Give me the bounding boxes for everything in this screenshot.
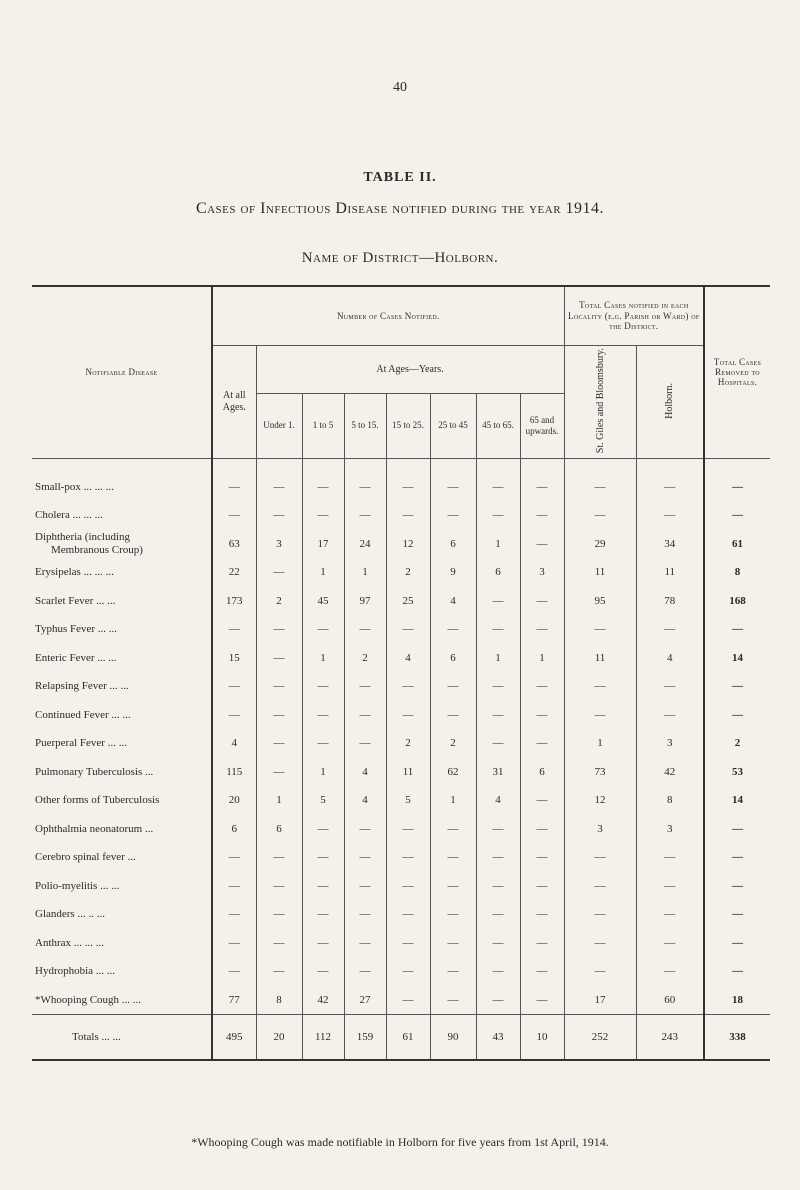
- table-cell: 8: [704, 558, 770, 587]
- table-row: [32, 843, 770, 872]
- table-cell: —: [344, 872, 386, 901]
- table-cell: 252: [564, 1015, 636, 1061]
- table-cell: —: [430, 843, 476, 872]
- table-cell: 173: [212, 587, 256, 616]
- page-number: 40: [393, 80, 407, 95]
- table-cell: —: [430, 701, 476, 730]
- table-cell: —: [636, 843, 704, 872]
- disease-name: Glanders ... .. ...: [35, 908, 105, 921]
- table-cell: —: [636, 501, 704, 530]
- table-cell: —: [520, 729, 564, 758]
- table-cell: —: [430, 986, 476, 1015]
- table-cell: 14: [704, 786, 770, 815]
- table-cell: —: [344, 843, 386, 872]
- table-cell: —: [302, 929, 344, 958]
- table-cell: —: [520, 473, 564, 502]
- table-cell: —: [302, 843, 344, 872]
- table-cell: —: [704, 473, 770, 502]
- totals-label: Totals ... ...: [32, 1015, 212, 1061]
- table-cell: —: [386, 843, 430, 872]
- header-age-group: 15 to 25.: [386, 393, 430, 458]
- table-cell: —: [386, 900, 430, 929]
- table-cell: 42: [302, 986, 344, 1015]
- table-cell: —: [302, 900, 344, 929]
- table-cell: —: [256, 957, 302, 986]
- table-cell: 61: [704, 530, 770, 559]
- table-cell: —: [256, 672, 302, 701]
- table-cell: —: [704, 872, 770, 901]
- table-cell: 4: [636, 644, 704, 673]
- table-cell: 18: [704, 986, 770, 1015]
- table-cell: —: [520, 900, 564, 929]
- district-name: Name of District—Holborn.: [301, 250, 499, 266]
- table-row: [32, 615, 770, 644]
- table-cell: —: [302, 729, 344, 758]
- table-cell: 20: [212, 786, 256, 815]
- table-cell: 45: [302, 587, 344, 616]
- table-subtitle: Cases of Infectious Disease notified during the year 1914.: [195, 200, 605, 217]
- table-cell: —: [302, 701, 344, 730]
- table-row: [32, 644, 770, 673]
- table-row: [32, 957, 770, 986]
- disease-name: Ophthalmia neonatorum ...: [35, 822, 154, 835]
- table-cell: —: [704, 672, 770, 701]
- table-cell: —: [386, 615, 430, 644]
- table-cell: —: [344, 957, 386, 986]
- table-cell: 3: [520, 558, 564, 587]
- totals-row: [32, 1015, 770, 1061]
- table-cell: 42: [636, 758, 704, 787]
- table-row: [32, 501, 770, 530]
- table-cell: 62: [430, 758, 476, 787]
- table-cell: 31: [476, 758, 520, 787]
- table-cell: —: [302, 957, 344, 986]
- table-cell: 1: [520, 644, 564, 673]
- table-row: [32, 872, 770, 901]
- table-cell: 77: [212, 986, 256, 1015]
- table-cell: —: [476, 843, 520, 872]
- table-cell: 27: [344, 986, 386, 1015]
- table-cell: —: [386, 815, 430, 844]
- table-cell: 11: [564, 558, 636, 587]
- table-cell: 2: [386, 729, 430, 758]
- table-row: [32, 758, 770, 787]
- table-cell: —: [476, 587, 520, 616]
- table-cell: —: [636, 615, 704, 644]
- table-cell: 6: [430, 530, 476, 559]
- table-cell: —: [520, 815, 564, 844]
- header-all-ages: At all Ages.: [212, 346, 256, 459]
- table-cell: —: [386, 872, 430, 901]
- table-cell: —: [564, 872, 636, 901]
- table-cell: —: [636, 672, 704, 701]
- header-disease: Notifiable Disease: [32, 286, 212, 458]
- table-cell: —: [636, 929, 704, 958]
- table-cell: —: [476, 815, 520, 844]
- table-cell: —: [430, 900, 476, 929]
- table-cell: 3: [636, 815, 704, 844]
- table-cell: 53: [704, 758, 770, 787]
- table-row: [32, 587, 770, 616]
- table-cell: 1: [476, 644, 520, 673]
- table-cell: —: [344, 701, 386, 730]
- table-cell: —: [520, 530, 564, 559]
- table-cell: 90: [430, 1015, 476, 1061]
- table-cell: 24: [344, 530, 386, 559]
- table-cell: 2: [256, 587, 302, 616]
- table-cell: —: [256, 872, 302, 901]
- table-row: [32, 900, 770, 929]
- table-cell: —: [704, 900, 770, 929]
- table-cell: 34: [636, 530, 704, 559]
- table-cell: 6: [430, 644, 476, 673]
- table-cell: —: [256, 644, 302, 673]
- table-cell: 6: [520, 758, 564, 787]
- table-cell: 338: [704, 1015, 770, 1061]
- header-age-group: 65 and upwards.: [520, 393, 564, 458]
- table-cell: 159: [344, 1015, 386, 1061]
- disease-table: [32, 285, 770, 1061]
- table-cell: —: [302, 672, 344, 701]
- header-age-group: 1 to 5: [302, 393, 344, 458]
- table-cell: —: [520, 786, 564, 815]
- table-cell: —: [212, 615, 256, 644]
- table-cell: —: [386, 473, 430, 502]
- table-cell: 11: [386, 758, 430, 787]
- header-number-notified: Number of Cases Notified.: [212, 286, 564, 346]
- table-cell: —: [704, 701, 770, 730]
- table-cell: 243: [636, 1015, 704, 1061]
- table-cell: 17: [302, 530, 344, 559]
- table-cell: —: [430, 929, 476, 958]
- table-cell: —: [476, 672, 520, 701]
- table-cell: —: [430, 501, 476, 530]
- table-cell: —: [386, 701, 430, 730]
- table-cell: 4: [430, 587, 476, 616]
- table-row: [32, 530, 770, 559]
- table-cell: —: [386, 957, 430, 986]
- disease-name: Continued Fever ... ...: [35, 708, 131, 721]
- table-cell: —: [302, 872, 344, 901]
- header-st-giles-label: St. Giles and Bloomsbury.: [594, 348, 606, 454]
- table-cell: 4: [344, 758, 386, 787]
- table-cell: —: [430, 672, 476, 701]
- table-cell: —: [256, 701, 302, 730]
- table-cell: 115: [212, 758, 256, 787]
- table-cell: 25: [386, 587, 430, 616]
- disease-name: Polio-myelitis ... ...: [35, 879, 120, 892]
- table-cell: —: [704, 815, 770, 844]
- table-cell: 78: [636, 587, 704, 616]
- table-cell: —: [302, 615, 344, 644]
- table-cell: 1: [476, 530, 520, 559]
- table-cell: 61: [386, 1015, 430, 1061]
- table-cell: 1: [256, 786, 302, 815]
- table-cell: —: [386, 929, 430, 958]
- table-cell: —: [520, 929, 564, 958]
- table-cell: —: [256, 501, 302, 530]
- header-age-group: 5 to 15.: [344, 393, 386, 458]
- disease-name: [32, 530, 212, 559]
- table-cell: 495: [212, 1015, 256, 1061]
- disease-name: Small-pox ... ... ...: [35, 480, 114, 493]
- table-cell: 5: [302, 786, 344, 815]
- table-cell: —: [476, 929, 520, 958]
- table-cell: —: [430, 815, 476, 844]
- table-cell: 2: [430, 729, 476, 758]
- table-cell: 17: [564, 986, 636, 1015]
- header-at-ages: At Ages—Years.: [256, 346, 564, 394]
- table-cell: 1: [564, 729, 636, 758]
- disease-name: *Whooping Cough ... ...: [35, 993, 142, 1006]
- spacer-row: [32, 458, 770, 473]
- table-cell: —: [564, 615, 636, 644]
- table-cell: 4: [212, 729, 256, 758]
- table-cell: —: [256, 929, 302, 958]
- header-age-group: 45 to 65.: [476, 393, 520, 458]
- table-cell: —: [386, 501, 430, 530]
- table-cell: 11: [564, 644, 636, 673]
- table-cell: —: [564, 701, 636, 730]
- table-cell: 22: [212, 558, 256, 587]
- table-cell: —: [256, 900, 302, 929]
- table-cell: 12: [386, 530, 430, 559]
- table-cell: —: [636, 957, 704, 986]
- table-cell: —: [430, 473, 476, 502]
- table-cell: —: [520, 587, 564, 616]
- table-cell: 8: [636, 786, 704, 815]
- table-cell: —: [476, 701, 520, 730]
- table-row: [32, 786, 770, 815]
- table-cell: 63: [212, 530, 256, 559]
- disease-name: Puerperal Fever ... ...: [35, 737, 127, 750]
- footnote: *Whooping Cough was made notifiable in Holborn for five years from 1st April, 1914.: [191, 1135, 609, 1149]
- table-cell: —: [520, 843, 564, 872]
- table-cell: 6: [476, 558, 520, 587]
- table-cell: 11: [636, 558, 704, 587]
- table-cell: —: [564, 672, 636, 701]
- table-cell: —: [636, 872, 704, 901]
- table-cell: 2: [386, 558, 430, 587]
- table-cell: —: [256, 758, 302, 787]
- table-cell: —: [520, 701, 564, 730]
- table-cell: —: [212, 957, 256, 986]
- header-locality: Total Cases notified in each Locality (e.g. Parish or Ward) of the District.: [564, 286, 704, 346]
- table-cell: 10: [520, 1015, 564, 1061]
- disease-name: Pulmonary Tuberculosis ...: [35, 765, 154, 778]
- table-cell: —: [520, 957, 564, 986]
- header-st-giles: [564, 346, 636, 459]
- table-cell: 5: [386, 786, 430, 815]
- table-cell: —: [344, 672, 386, 701]
- table-cell: 168: [704, 587, 770, 616]
- table-cell: 1: [344, 558, 386, 587]
- disease-name: Enteric Fever ... ...: [35, 651, 117, 664]
- disease-name: Anthrax ... ... ...: [35, 936, 105, 949]
- table-cell: 112: [302, 1015, 344, 1061]
- table-cell: —: [302, 815, 344, 844]
- table-cell: —: [430, 615, 476, 644]
- table-row: [32, 473, 770, 502]
- table-cell: —: [476, 729, 520, 758]
- table-cell: 43: [476, 1015, 520, 1061]
- table-cell: —: [476, 473, 520, 502]
- disease-name: Typhus Fever ... ...: [35, 623, 118, 636]
- table-cell: —: [564, 957, 636, 986]
- table-cell: —: [212, 473, 256, 502]
- table-cell: —: [212, 872, 256, 901]
- table-cell: 3: [636, 729, 704, 758]
- table-cell: —: [212, 900, 256, 929]
- disease-name: Hydrophobia ... ...: [35, 965, 116, 978]
- table-cell: 15: [212, 644, 256, 673]
- table-cell: 12: [564, 786, 636, 815]
- table-cell: —: [704, 929, 770, 958]
- table-cell: —: [430, 957, 476, 986]
- table-cell: 4: [344, 786, 386, 815]
- table-cell: 95: [564, 587, 636, 616]
- table-cell: —: [476, 986, 520, 1015]
- table-cell: —: [386, 672, 430, 701]
- table-cell: —: [344, 729, 386, 758]
- table-title: TABLE II.: [363, 170, 437, 185]
- table-cell: —: [344, 900, 386, 929]
- table-cell: —: [704, 501, 770, 530]
- table-cell: 97: [344, 587, 386, 616]
- table-cell: 3: [564, 815, 636, 844]
- table-cell: —: [636, 473, 704, 502]
- table-cell: —: [564, 473, 636, 502]
- table-cell: —: [704, 957, 770, 986]
- disease-name: Relapsing Fever ... ...: [35, 680, 129, 693]
- disease-name: Erysipelas ... ... ...: [35, 566, 114, 579]
- table-cell: —: [302, 473, 344, 502]
- table-cell: 4: [476, 786, 520, 815]
- header-holborn: [636, 346, 704, 459]
- table-cell: —: [476, 501, 520, 530]
- table-cell: —: [520, 672, 564, 701]
- table-cell: —: [256, 615, 302, 644]
- table-cell: —: [564, 929, 636, 958]
- table-cell: 3: [256, 530, 302, 559]
- table-cell: 8: [256, 986, 302, 1015]
- table-cell: —: [476, 615, 520, 644]
- disease-name: Other forms of Tuberculosis: [35, 794, 160, 807]
- table-cell: 2: [704, 729, 770, 758]
- table-cell: —: [212, 672, 256, 701]
- table-cell: —: [704, 615, 770, 644]
- table-cell: —: [212, 929, 256, 958]
- table-cell: 9: [430, 558, 476, 587]
- table-row: [32, 986, 770, 1015]
- table-cell: 14: [704, 644, 770, 673]
- disease-name: Cerebro spinal fever ...: [35, 851, 136, 864]
- table-cell: —: [386, 986, 430, 1015]
- table-cell: —: [256, 843, 302, 872]
- disease-name-line: Membranous Croup): [51, 543, 143, 556]
- table-cell: 1: [302, 758, 344, 787]
- table-row: [32, 672, 770, 701]
- table-cell: —: [564, 843, 636, 872]
- table-cell: —: [636, 701, 704, 730]
- table-cell: —: [520, 986, 564, 1015]
- disease-name-line: Diphtheria (including: [35, 531, 131, 544]
- table-cell: —: [636, 900, 704, 929]
- table-cell: —: [564, 501, 636, 530]
- table-row: [32, 815, 770, 844]
- table-cell: 6: [212, 815, 256, 844]
- disease-name: Scarlet Fever ... ...: [35, 594, 116, 607]
- table-cell: —: [256, 473, 302, 502]
- header-age-group: Under 1.: [256, 393, 302, 458]
- table-cell: —: [344, 815, 386, 844]
- table-cell: —: [344, 615, 386, 644]
- table-cell: —: [520, 615, 564, 644]
- table-cell: —: [704, 843, 770, 872]
- table-row: [32, 701, 770, 730]
- table-cell: —: [256, 558, 302, 587]
- table-cell: —: [476, 900, 520, 929]
- table-row: [32, 558, 770, 587]
- table-cell: 1: [302, 644, 344, 673]
- table-row: [32, 929, 770, 958]
- table-cell: 2: [344, 644, 386, 673]
- table-cell: 29: [564, 530, 636, 559]
- table-cell: —: [476, 957, 520, 986]
- table-cell: —: [520, 501, 564, 530]
- table-cell: —: [302, 501, 344, 530]
- header-age-group: 25 to 45: [430, 393, 476, 458]
- table-cell: —: [212, 701, 256, 730]
- table-cell: 4: [386, 644, 430, 673]
- table-cell: 60: [636, 986, 704, 1015]
- table-cell: —: [564, 900, 636, 929]
- table-cell: —: [520, 872, 564, 901]
- table-cell: —: [430, 872, 476, 901]
- table-cell: 1: [430, 786, 476, 815]
- table-cell: —: [476, 872, 520, 901]
- table-cell: —: [344, 473, 386, 502]
- disease-name: Cholera ... ... ...: [35, 509, 103, 522]
- table-cell: —: [212, 843, 256, 872]
- table-cell: —: [256, 729, 302, 758]
- table-header: [32, 286, 770, 458]
- table-cell: 6: [256, 815, 302, 844]
- header-removed: Total Cases Removed to Hospitals.: [704, 286, 770, 458]
- table-cell: 1: [302, 558, 344, 587]
- header-holborn-label: Holborn.: [664, 382, 676, 419]
- table-cell: 20: [256, 1015, 302, 1061]
- table-cell: 73: [564, 758, 636, 787]
- table-cell: —: [344, 501, 386, 530]
- table-cell: —: [212, 501, 256, 530]
- table-row: [32, 729, 770, 758]
- table-cell: —: [344, 929, 386, 958]
